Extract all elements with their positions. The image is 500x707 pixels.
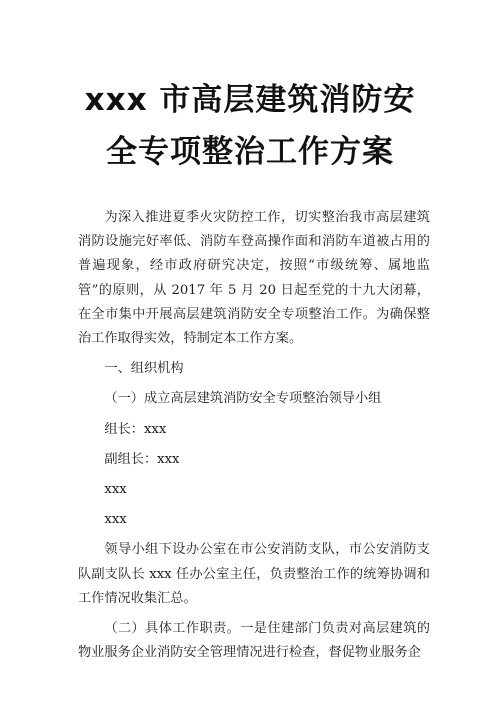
member-line-2: xxx [104, 512, 127, 528]
section-heading-organization: 一、组织机构 [104, 361, 184, 377]
document-title-line-1: xxx 市高层建筑消防安 [84, 82, 416, 118]
intro-paragraph: 为深入推进夏季火灾防控工作，切实整治我市高层建筑消防设施完好率低、消防车登高操作面和消防车道被占用的普遍现象，经市政府研究决定，按照“市级统筹、属地监管”的原则，从 2017 年 5 月 20 日起至党的十九大闭幕，在全市集中开展高层建筑消防安全专项整治工作。为确保整治工作取得实效，特制定本工作方案。 [78, 210, 430, 347]
member-line-1: xxx [104, 482, 127, 498]
document-title-line-2: 全专项整治工作方案 [106, 134, 394, 170]
group-leader-line: 组长：xxx [104, 421, 167, 437]
subsection-heading-leading-group: （一）成立高层建筑消防安全专项整治领导小组 [104, 391, 382, 407]
document-body [78, 206, 430, 665]
duties-paragraph: （二）具体工作职责。一是住建部门负责对高层建筑的物业服务企业消防安全管理情况进行检查，督促物业服务企 [78, 621, 430, 661]
deputy-leader-line: 副组长：xxx [104, 451, 180, 467]
office-paragraph: 领导小组下设办公室在市公安消防支队，市公安消防支队副支队长 xxx 任办公室主任，负责整治工作的统筹协调和工作情况收集汇总。 [78, 542, 430, 606]
